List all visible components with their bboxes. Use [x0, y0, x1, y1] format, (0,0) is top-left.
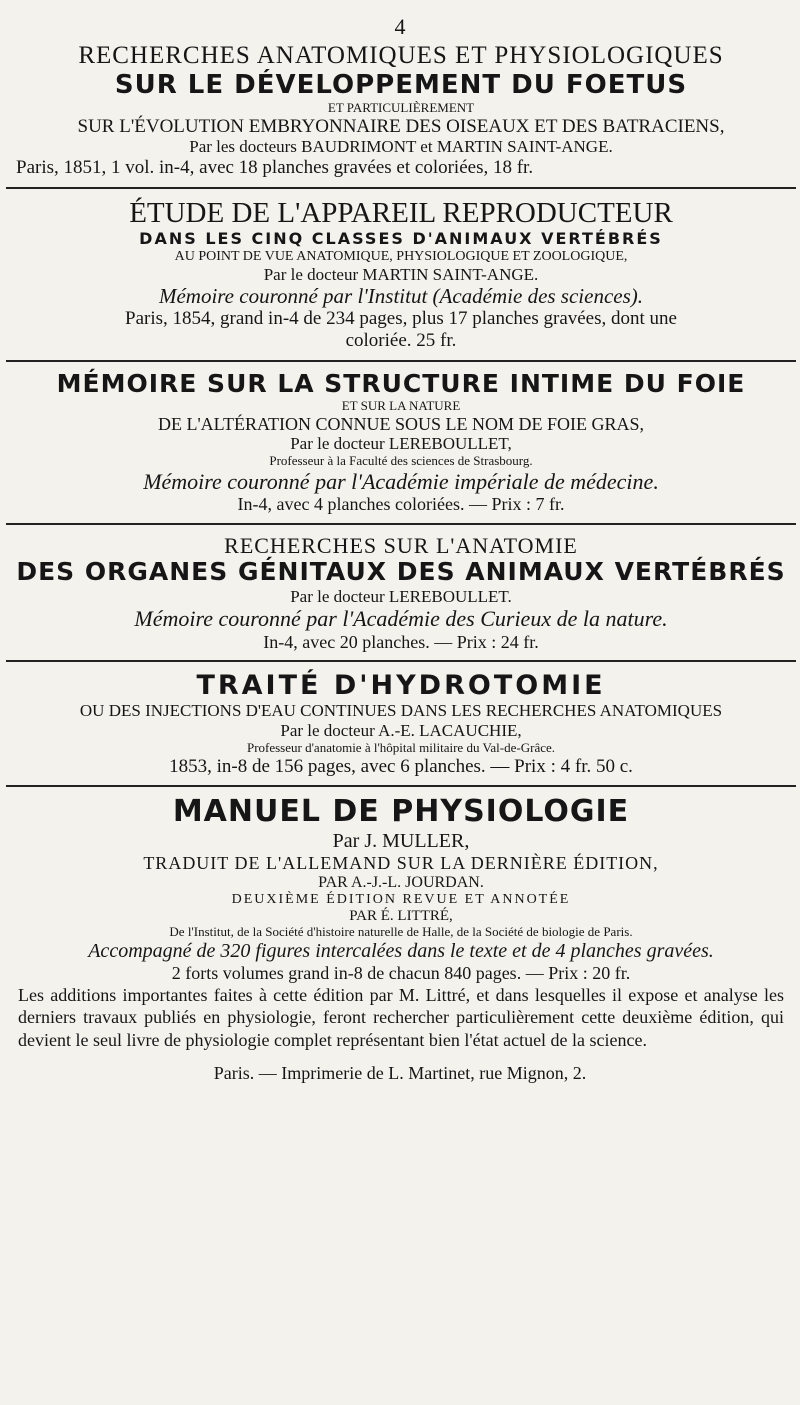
entry-award: Mémoire couronné par l'Académie des Curieux de la nature.: [134, 606, 668, 632]
entry-title: OU DES INJECTIONS D'EAU CONTINUES DANS LES RECHERCHES ANATOMIQUES: [79, 701, 723, 721]
entry-title: SUR LE DÉVELOPPEMENT DU FOETUS: [114, 69, 688, 100]
entry-subtitle: ET PARTICULIÈREMENT: [327, 99, 475, 115]
entry-description: Accompagné de 320 figures intercalées dans le texte et de 4 planches gravées.: [88, 940, 714, 963]
page-number: 4: [394, 14, 406, 39]
entry-authors: Par le docteur LEREBOULLET,: [290, 434, 512, 454]
entry-subtitle: DE L'ALTÉRATION CONNUE SOUS LE NOM DE FOIE GRAS,: [157, 413, 645, 434]
entry-edition: DEUXIÈME ÉDITION REVUE ET ANNOTÉE: [231, 891, 571, 907]
entry-publication: In-4, avec 4 planches coloriées. — Prix : 7 fr.: [237, 494, 565, 515]
divider: [6, 187, 796, 189]
divider: [6, 360, 796, 362]
entry-publication: 1853, in-8 de 156 pages, avec 6 planches. — Prix : 4 fr. 50 c.: [169, 755, 633, 777]
entry-organes-genitaux: [6, 533, 796, 653]
divider: [6, 523, 796, 525]
entry-note: Les additions importantes faites à cette édition par M. Littré, et dans lesquelles il expose et analyse les derniers travaux publiés en physiologie, feront rechercher particulièrement cette deuxième édition, qui devient le seul livre de physiologie complet représentant bien l'état actuel de la science.: [18, 984, 784, 1050]
entry-authors: Par les docteurs BAUDRIMONT et MARTIN SAINT-ANGE.: [189, 137, 613, 157]
entry-title: ÉTUDE DE L'APPAREIL REPRODUCTEUR: [129, 196, 673, 229]
entry-authors: Par le docteur LEREBOULLET.: [290, 586, 512, 606]
entry-traite-hydrotomie: [6, 670, 796, 777]
divider: [6, 785, 796, 787]
entry-publication: 2 forts volumes grand in-8 de chacun 840 pages. — Prix : 20 fr.: [171, 963, 631, 984]
entry-recherches-foetus: [6, 42, 796, 179]
entry-title: RECHERCHES SUR L'ANATOMIE: [224, 532, 578, 558]
entry-authors: Par J. MULLER,: [332, 829, 470, 852]
entry-publication: Paris, 1854, grand in-4 de 234 pages, plus 17 planches gravées, dont une: [125, 308, 677, 330]
entry-title: MANUEL DE PHYSIOLOGIE: [172, 794, 630, 830]
entry-title: RECHERCHES ANATOMIQUES ET PHYSIOLOGIQUES: [78, 42, 724, 69]
entry-subtitle: SUR L'ÉVOLUTION EMBRYONNAIRE DES OISEAUX ET DES BATRACIENS,: [77, 115, 725, 137]
entry-subtitle: PAR A.-J.-L. JOURDAN.: [318, 873, 484, 891]
entry-title: TRAITÉ D'HYDROTOMIE: [196, 670, 606, 702]
entry-publication: coloriée. 25 fr.: [345, 330, 457, 352]
entry-affiliation: Professeur à la Faculté des sciences de Strasbourg.: [269, 452, 533, 468]
entry-title: DANS LES CINQ CLASSES D'ANIMAUX VERTÉBRÉS: [139, 229, 663, 249]
entry-authors: Par le docteur A.-E. LACAUCHIE,: [280, 721, 522, 741]
entry-publication: Paris, 1851, 1 vol. in-4, avec 18 planches gravées et coloriées, 18 fr.: [16, 156, 534, 178]
entry-affiliation: De l'Institut, de la Société d'histoire naturelle de Halle, de la Société de biologie de Paris.: [169, 924, 633, 940]
entry-affiliation: Professeur d'anatomie à l'hôpital militaire du Val-de-Grâce.: [246, 739, 556, 755]
printer-imprint: Paris. — Imprimerie de L. Martinet, rue Mignon, 2.: [213, 1063, 587, 1084]
entry-award: Mémoire couronné par l'Académie impériale de médecine.: [143, 468, 659, 494]
entry-appareil-reproducteur: [6, 197, 796, 352]
entry-publication: In-4, avec 20 planches. — Prix : 24 fr.: [263, 631, 539, 652]
entry-title: MÉMOIRE SUR LA STRUCTURE INTIME DU FOIE: [56, 369, 746, 399]
entry-subtitle: ET SUR LA NATURE: [341, 397, 461, 413]
divider: [6, 660, 796, 662]
entry-editor: PAR É. LITTRÉ,: [349, 908, 453, 925]
entry-subtitle: AU POINT DE VUE ANATOMIQUE, PHYSIOLOGIQUE ET ZOOLOGIQUE,: [174, 248, 628, 264]
entry-structure-foie: [6, 370, 796, 515]
entry-authors: Par le docteur MARTIN SAINT-ANGE.: [263, 264, 539, 284]
entry-manuel-physiologie: [6, 795, 796, 1051]
entry-award: Mémoire couronné par l'Institut (Académie des sciences).: [158, 284, 644, 309]
entry-title: DES ORGANES GÉNITAUX DES ANIMAUX VERTÉBRÉS: [16, 557, 786, 587]
entry-subtitle: TRADUIT DE L'ALLEMAND SUR LA DERNIÈRE ÉDITION,: [143, 852, 659, 873]
